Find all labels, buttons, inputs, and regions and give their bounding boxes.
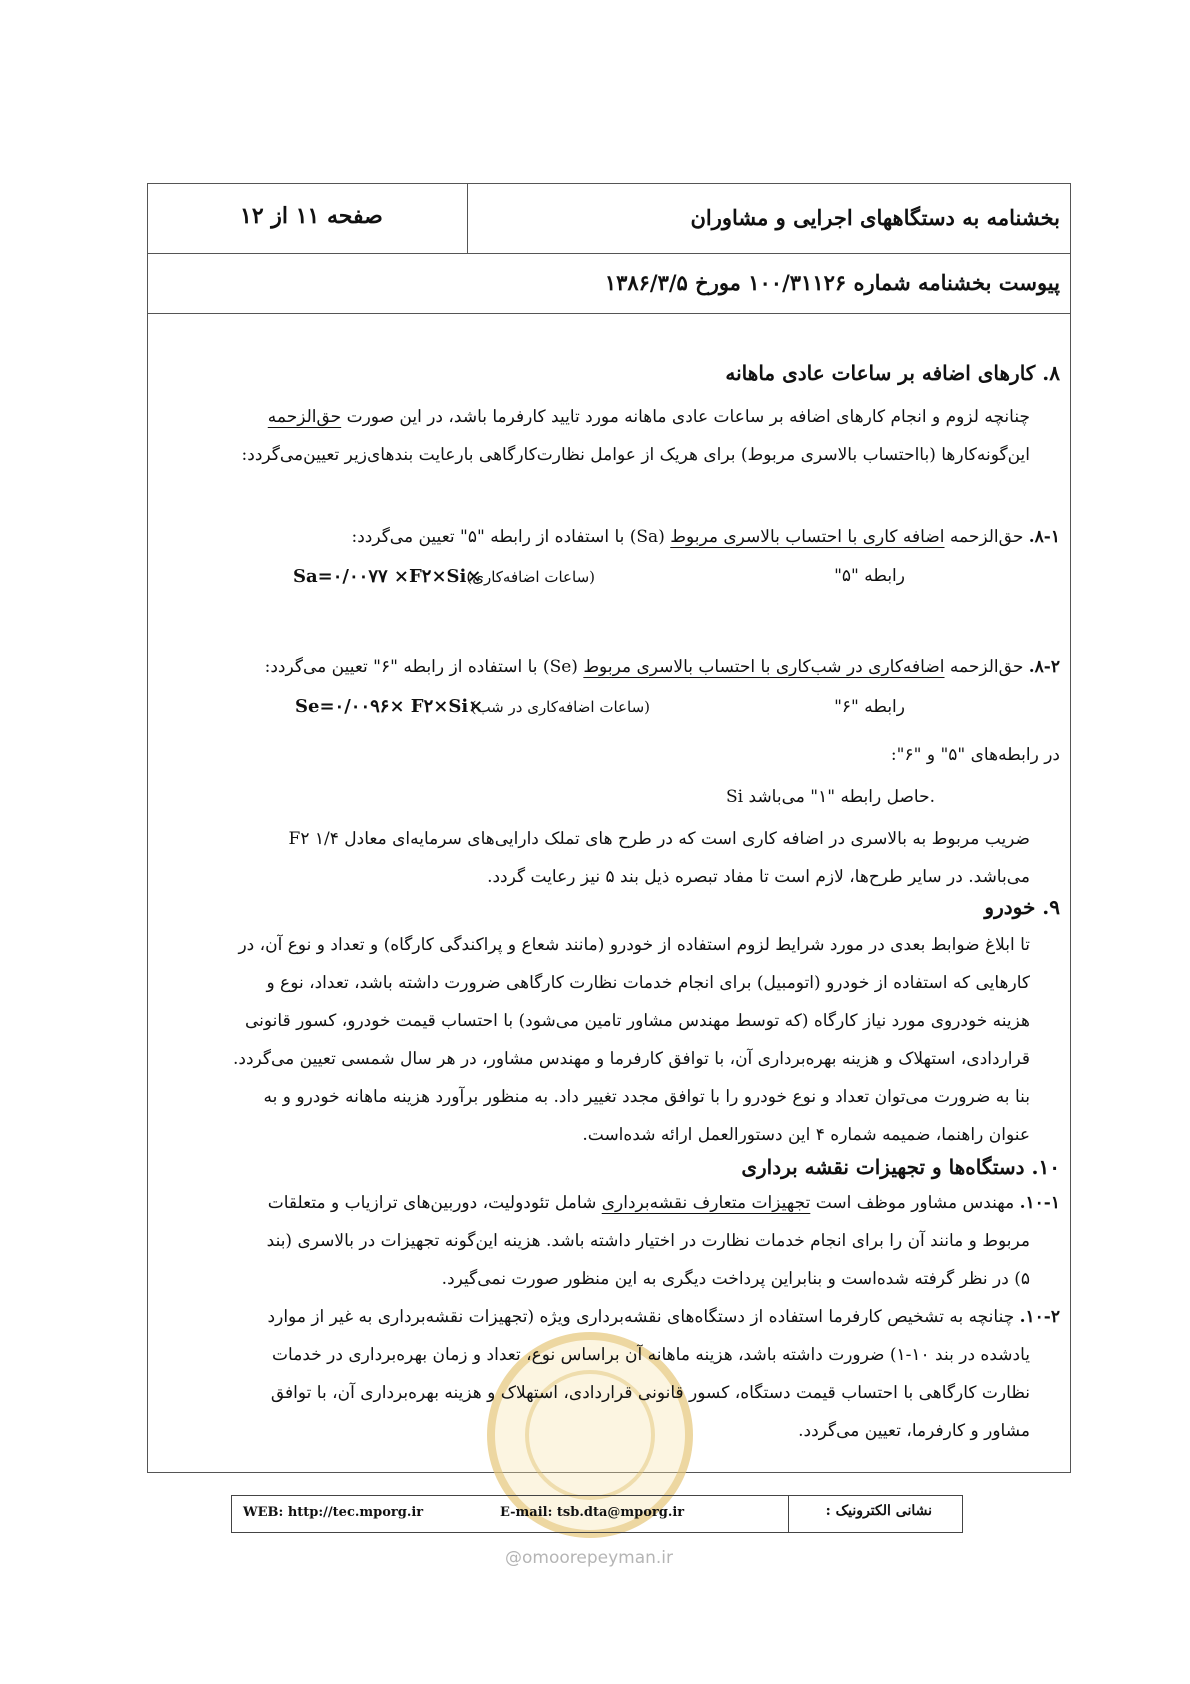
section-9-line: هزینه خودروی مورد نیاز کارگاه (که توسط مهندس مشاور تامین می‌شود) با احتساب قیمت خودرو، کسور قانونی (244, 1011, 1030, 1031)
page-number: صفحه ۱۱ از ۱۲ (240, 203, 383, 229)
site-watermark: @omoorepeyman.ir (505, 1548, 674, 1568)
footer-label: نشانی الکترونیک : (825, 1503, 932, 1519)
section-10-heading: ۱۰. دستگاه‌ها و تجهیزات نقشه برداری (741, 1155, 1060, 1179)
section-9-line: تا ابلاغ ضوابط بعدی در مورد شرایط لزوم استفاده از خودرو (مانند شعاع و پراکندگی کارگاه) و تعداد و نوع آن، در (238, 935, 1030, 955)
section-9-line: بنا به ضرورت می‌توان تعداد و نوع خودرو را با توافق مجدد تغییر داد. به منظور برآورد هزینه ماهانه خودرو و به (263, 1087, 1030, 1107)
relations-intro: در رابطه‌های "۵" و "۶": (890, 745, 1060, 765)
clause-8-2: ۸-۲. حق‌الزحمه اضافه‌کاری در شب‌کاری با احتساب بالاسری مربوط (Se) با استفاده از رابطه "۶" تعیین می‌گردد: (264, 657, 1060, 677)
section-8-paragraph-line2: این‌گونه‌کارها (بااحتساب بالاسری مربوط) برای هریک از عوامل نظارت‌کارگاهی بارعایت بندهای‌زیر تعیین‌می‌گردد: (241, 445, 1030, 465)
appendix-title: پیوست بخشنامه شماره ۱۰۰/۳۱۱۲۶ مورخ ۱۳۸۶/۳/۵ (604, 270, 1060, 295)
clause-10-2-line3: نظارت کارگاهی با احتساب قیمت دستگاه، کسور قانونی قراردادی، استهلاک و هزینه بهره‌برداری آن، با توافق (270, 1383, 1030, 1403)
clause-10-1: ۱۰-۱. مهندس مشاور موظف است تجهیزات متعارف نقشه‌برداری شامل تئودولیت، دوربین‌های ترازیاب و متعلقات (267, 1193, 1060, 1213)
section-9-line: قراردادی، استهلاک و هزینه بهره‌برداری آن، با توافق کارفرما و مهندس مشاور، در هر سال شمسی تعیین می‌گردد. (232, 1049, 1030, 1069)
section-8-paragraph-line1: چنانچه لزوم و انجام کارهای اضافه بر ساعات عادی ماهانه مورد تایید کارفرما باشد، در این صورت حق‌الزحمه (267, 407, 1030, 427)
footer-email[interactable]: E-mail: tsb.dta@mporg.ir (500, 1505, 685, 1520)
section-9-line: عنوان راهنما، ضمیمه شماره ۴ این دستورالعمل ارائه شده‌است. (582, 1125, 1030, 1145)
clause-10-1-line2: مربوط و مانند آن را برای انجام خدمات نظارت در اختیار داشته باشد. هزینه این‌گونه تجهیزات در بالاسری (بند (266, 1231, 1030, 1251)
header-divider (467, 183, 468, 254)
relation-6-label: رابطه "۶" (834, 697, 905, 717)
clause-10-2: ۱۰-۲. چنانچه به تشخیص کارفرما استفاده از دستگاه‌های نقشه‌برداری ویژه (تجهیزات نقشه‌برداری به غیر از موارد (267, 1307, 1060, 1327)
section-9-line: کارهایی که استفاده از خودرو (اتومبیل) برای انجام خدمات نظارت کارگاهی ضرورت داشته باشد، تعداد، نوع و (266, 973, 1030, 993)
relation-5-hours: (ساعات اضافه‌کاری) (466, 568, 595, 586)
section-9-heading: ۹. خودرو (984, 895, 1060, 919)
clause-10-2-line4: مشاور و کارفرما، تعیین می‌گردد. (798, 1421, 1030, 1441)
f2-definition-line1: F۲ ضریب مربوط به بالاسری در اضافه کاری است که در طرح های تملک دارایی‌های سرمایه‌ای معادل ۱/۴ (288, 829, 1030, 849)
clause-8-1: ۸-۱. حق‌الزحمه اضافه کاری با احتساب بالاسری مربوط (Sa) با استفاده از رابطه "۵" تعیین می‌گردد: (351, 527, 1060, 547)
section-8-heading: ۸. کارهای اضافه بر ساعات عادی ماهانه (725, 361, 1060, 385)
relation-5-formula: Sa=۰/۰۰۷۷ ×F۲×Si× (293, 566, 482, 587)
si-definition: Si حاصل رابطه "۱" می‌باشد. (726, 787, 935, 807)
footer-web[interactable]: WEB: http://tec.mporg.ir (243, 1505, 424, 1520)
relation-6-hours: (ساعات اضافه‌کاری در شب) (470, 698, 650, 716)
relation-5-label: رابطه "۵" (834, 566, 905, 586)
footer-divider (788, 1495, 789, 1533)
relation-6-formula: Se=۰/۰۰۹۶× F۲×Si× (295, 696, 484, 717)
clause-10-1-line3: ۵) در نظر گرفته شده‌است و بنابراین پرداخت دیگری به این منظور صورت نمی‌گیرد. (441, 1269, 1030, 1289)
f2-definition-line2: می‌باشد. در سایر طرح‌ها، لازم است تا مفاد تبصره ذیل بند ۵ نیز رعایت گردد. (487, 867, 1030, 887)
circular-title: بخشنامه به دستگاههای اجرایی و مشاوران (690, 205, 1060, 230)
clause-10-2-line2: یادشده در بند ۱۰-۱) ضرورت داشته باشد، هزینه ماهانه آن براساس نوع، تعداد و زمان بهره‌برداری در خدمات (272, 1345, 1030, 1365)
